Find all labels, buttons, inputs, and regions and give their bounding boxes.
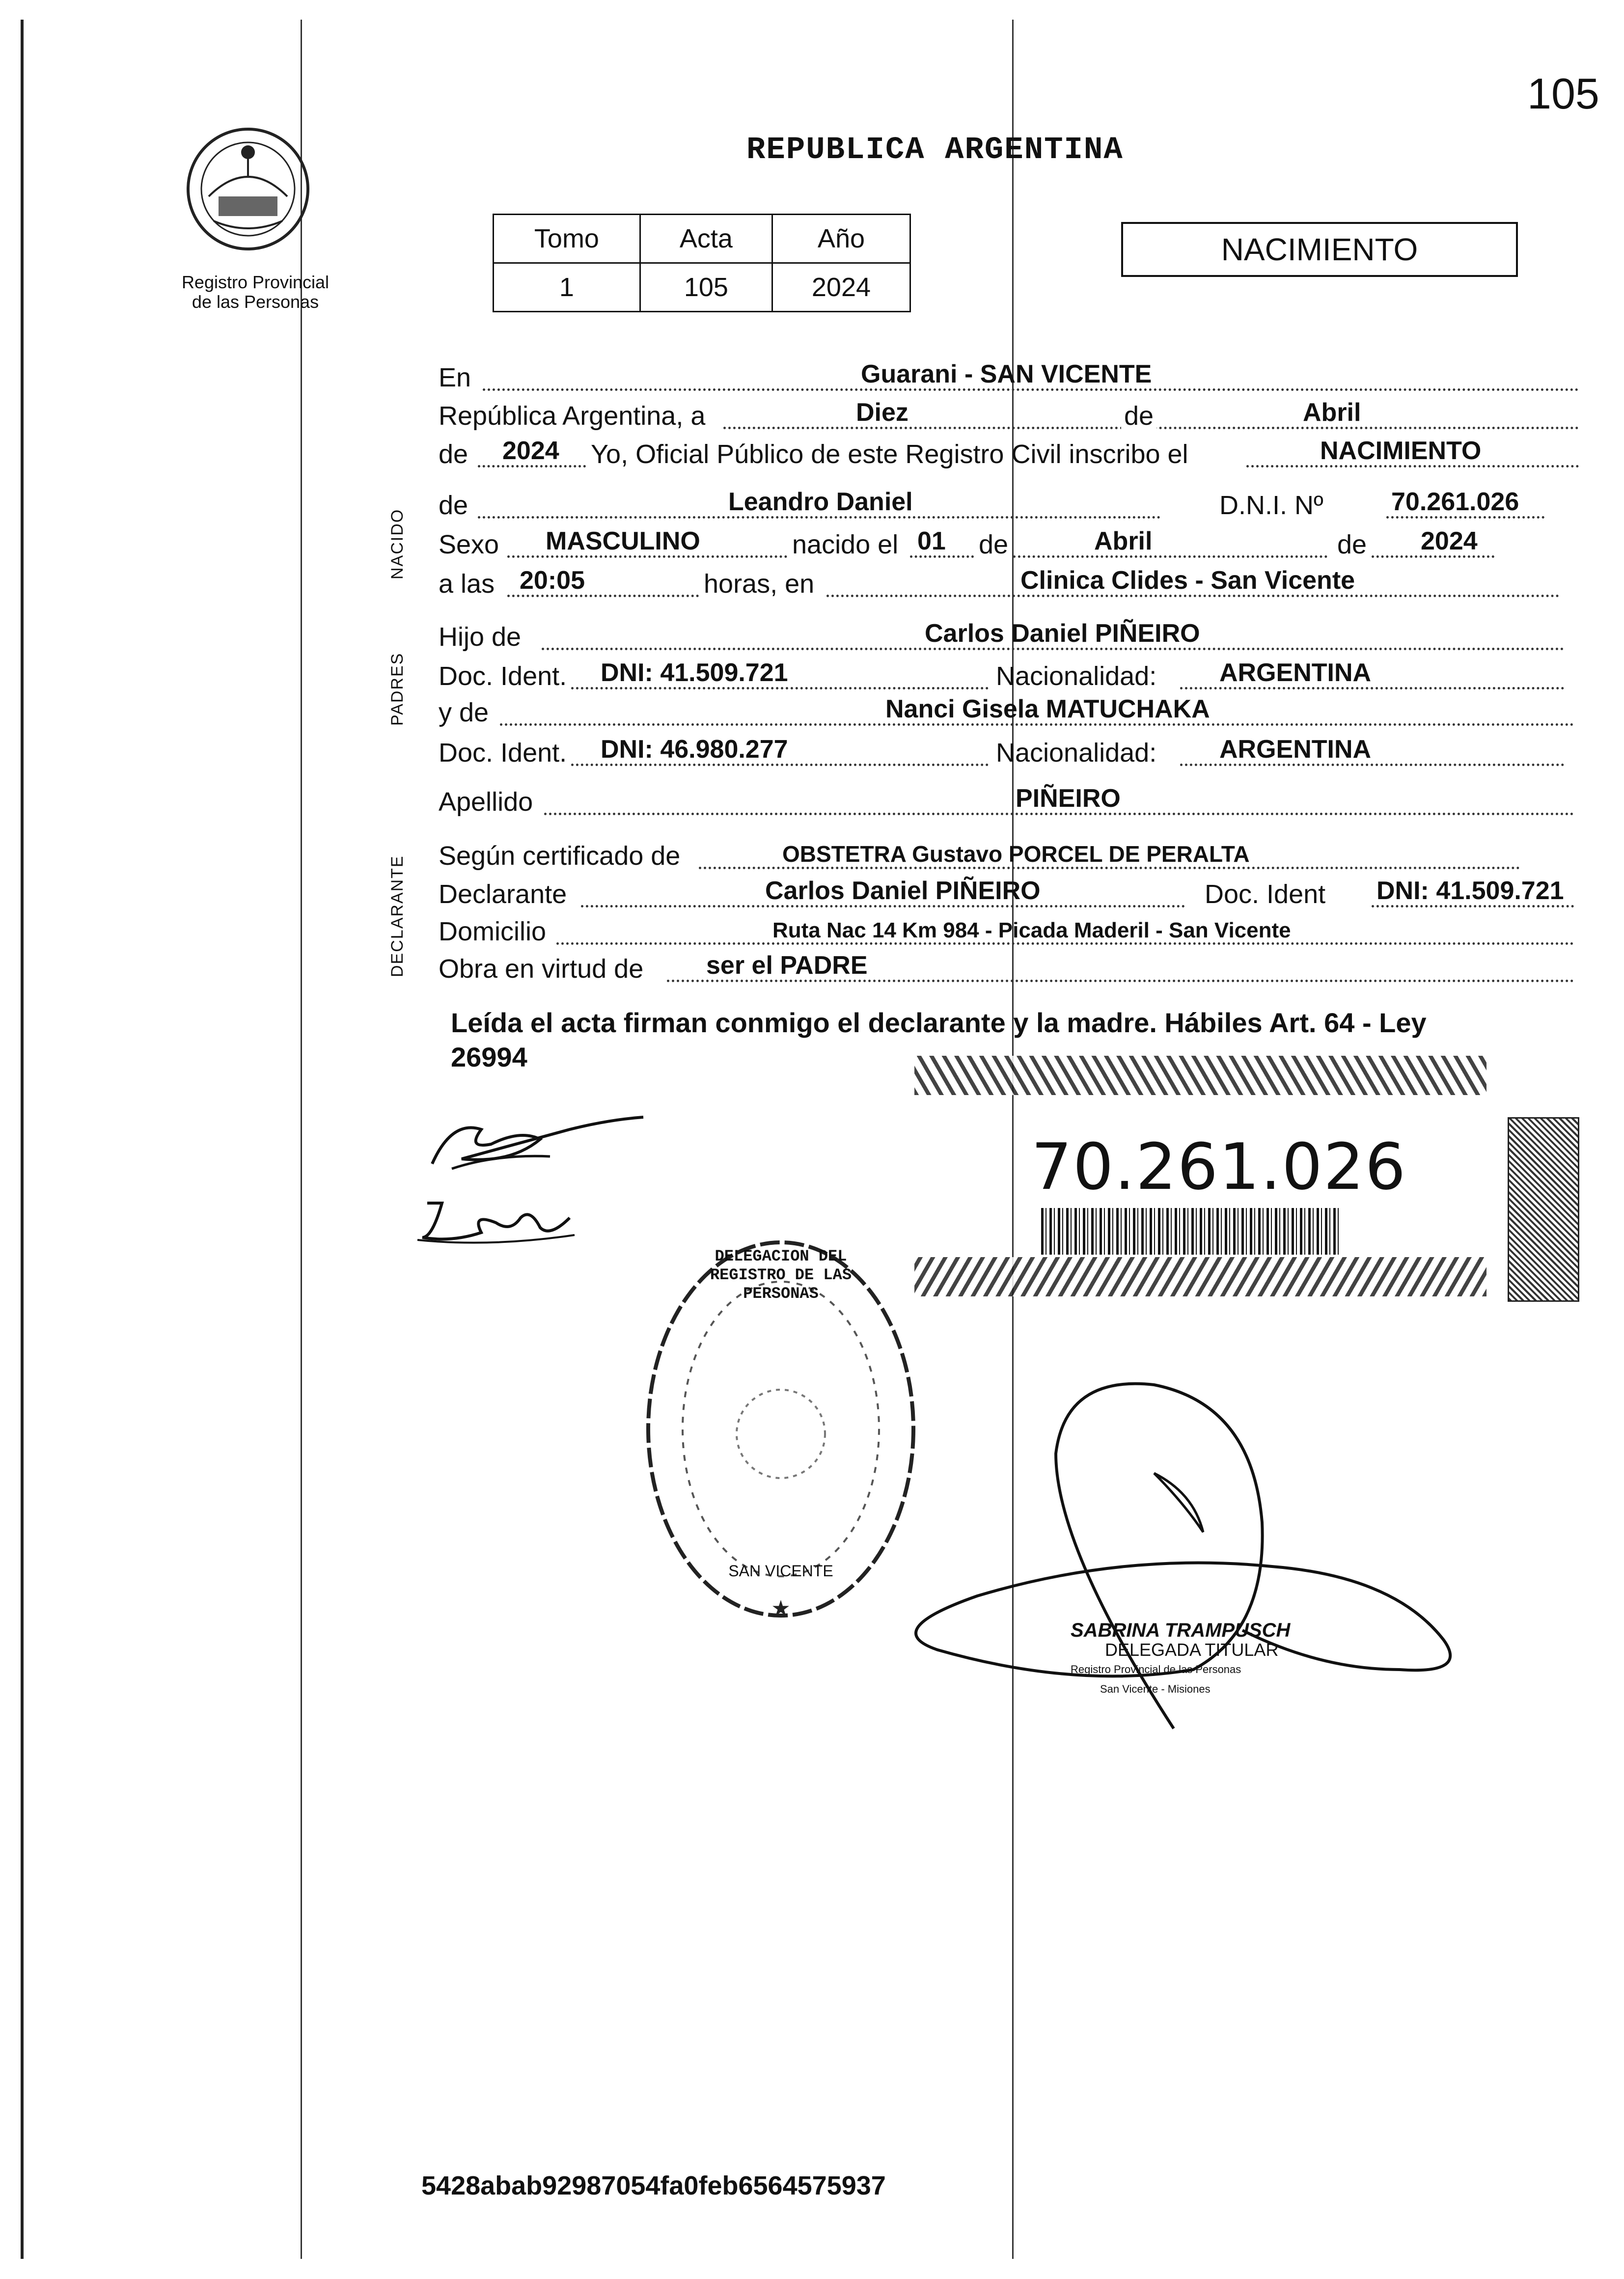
birth-de1: de: [979, 530, 1009, 559]
register-header-tomo: Tomo: [494, 215, 640, 263]
dots: [1013, 555, 1327, 558]
en-label: En: [439, 363, 471, 392]
form-row-republica: [439, 397, 1579, 436]
fold-line-center: [1012, 20, 1014, 2259]
form-row-domicilio: [439, 912, 1579, 952]
declarant-signature: [422, 1110, 648, 1183]
registry-line1: Registro Provincial: [181, 272, 330, 292]
mother-nat: ARGENTINA: [1219, 735, 1372, 764]
day-value: Diez: [856, 398, 908, 427]
form-row-hijo: [439, 618, 1579, 657]
en-value: Guarani - SAN VICENTE: [861, 360, 1152, 388]
doc-ident-label2: Doc. Ident: [1205, 879, 1326, 909]
name-label: de: [439, 491, 468, 520]
form-row-year: [439, 435, 1579, 474]
a-las-label: a las: [439, 569, 495, 599]
yo-text: Yo, Oficial Público de este Registro Civil inscribo el: [591, 439, 1188, 469]
register-header-acta: Acta: [640, 215, 772, 263]
segun-value: OBSTETRA Gustavo PORCEL DE PERALTA: [782, 841, 1250, 867]
form-row-mother: [439, 693, 1579, 733]
form-row-apellido: [439, 783, 1579, 822]
place-value: Clinica Clides - San Vicente: [1020, 566, 1355, 595]
hijo-label: Hijo de: [439, 622, 522, 652]
page-number: 105: [1527, 69, 1599, 118]
seal-emblem-icon: [184, 123, 312, 255]
register-value-acta: 105: [640, 263, 772, 312]
closing-line1: Leída el acta firman conmigo el declarante y la madre. Hábiles Art. 64 - Ley: [451, 1007, 1427, 1038]
document-hash: 5428abab92987054fa0feb6564575937: [421, 2171, 886, 2200]
mother-signature: [413, 1193, 579, 1247]
year-value: 2024: [502, 437, 559, 465]
signature-scribble-icon: [413, 1193, 579, 1247]
signature-scribble-icon: [422, 1110, 648, 1183]
register-value-row: [494, 263, 910, 312]
declarante-doc: DNI: 41.509.721: [1376, 877, 1564, 905]
month-value: Abril: [1303, 398, 1361, 427]
inscribe-value: NACIMIENTO: [1320, 437, 1482, 465]
hologram-block: [1508, 1117, 1579, 1302]
register-header-row: [494, 215, 910, 263]
register-header-ano: Año: [772, 215, 910, 263]
stamp-bottom-text: SAN VICENTE: [728, 1562, 833, 1580]
form-row-father-doc: [439, 657, 1579, 696]
sexo-label: Sexo: [439, 530, 499, 559]
form-row-mother-doc: [439, 734, 1579, 773]
form-row-sexo: [439, 525, 1579, 565]
official-line4: San Vicente - Misiones: [1100, 1683, 1211, 1695]
father-name: Carlos Daniel PIÑEIRO: [925, 619, 1200, 648]
birth-day: 01: [917, 527, 946, 555]
nacionalidad-label-mother: Nacionalidad:: [996, 738, 1157, 768]
official-line3: Registro Provincial de las Personas: [1071, 1663, 1241, 1675]
apellido-value: PIÑEIRO: [1016, 784, 1121, 813]
document-title: REPUBLICA ARGENTINA: [746, 133, 1124, 168]
side-label-padres: PADRES: [388, 652, 407, 726]
form-row-declarante: [439, 875, 1579, 914]
register-value-ano: 2024: [772, 263, 910, 312]
security-number: 70.261.026: [1031, 1129, 1407, 1204]
mother-doc: DNI: 46.980.277: [601, 735, 788, 764]
barcode: [1041, 1208, 1341, 1255]
horas-label: horas, en: [704, 569, 815, 599]
declarante-value: Carlos Daniel PIÑEIRO: [765, 877, 1041, 905]
father-doc: DNI: 41.509.721: [601, 659, 788, 687]
declarante-label: Declarante: [439, 879, 567, 909]
provincial-seal: [184, 123, 312, 255]
birth-de2: de: [1337, 530, 1367, 559]
birth-year: 2024: [1421, 527, 1478, 555]
form-row-segun: [439, 837, 1579, 876]
republica-label: República Argentina, a: [439, 401, 706, 431]
stamp-text: DELEGACION DEL REGISTRO DE LAS PERSONAS: [710, 1247, 852, 1303]
official-name: SABRINA TRAMPUSCH: [1071, 1620, 1291, 1641]
form-row-time: [439, 565, 1579, 604]
y-de-label: y de: [439, 698, 489, 727]
year-prefix: de: [439, 439, 468, 469]
domicilio-label: Domicilio: [439, 917, 547, 946]
birth-month: Abril: [1094, 527, 1153, 555]
act-type-box: NACIMIENTO: [1121, 222, 1518, 277]
dni-label: D.N.I. Nº: [1219, 491, 1323, 520]
registry-name: [167, 273, 344, 312]
registry-line2: de las Personas: [192, 292, 319, 312]
side-label-declarante: DECLARANTE: [388, 855, 407, 977]
form-row-en: [439, 358, 1579, 398]
security-pattern-bottom: [914, 1257, 1486, 1296]
domicilio-value: Ruta Nac 14 Km 984 - Picada Maderil - San Vicente: [772, 918, 1291, 942]
segun-label: Según certificado de: [439, 841, 681, 871]
father-nat: ARGENTINA: [1219, 659, 1372, 687]
security-pattern-top: [914, 1056, 1486, 1095]
mother-name: Nanci Gisela MATUCHAKA: [885, 695, 1210, 723]
doc-ident-label-mother: Doc. Ident.: [439, 738, 567, 768]
obra-label: Obra en virtud de: [439, 954, 644, 984]
nacido-label: nacido el: [792, 530, 899, 559]
doc-ident-label: Doc. Ident.: [439, 661, 567, 691]
nacionalidad-label: Nacionalidad:: [996, 661, 1157, 691]
side-label-nacido: NACIDO: [388, 508, 407, 579]
form-row-obra: [439, 950, 1579, 989]
apellido-label: Apellido: [439, 787, 533, 817]
closing-line2: 26994: [451, 1042, 527, 1072]
svg-text:★: ★: [771, 1596, 791, 1621]
form-row-name: [439, 486, 1579, 525]
register-table: [493, 214, 911, 312]
official-title: DELEGADA TITULAR: [1105, 1640, 1279, 1660]
sexo-value: MASCULINO: [546, 527, 700, 555]
dni-value: 70.261.026: [1391, 488, 1519, 516]
de-label: de: [1121, 401, 1156, 431]
fold-line-left: [301, 20, 302, 2259]
official-signature-stamp: [1071, 1620, 1365, 1699]
scan-left-edge: [21, 20, 24, 2259]
obra-value: ser el PADRE: [706, 951, 868, 980]
register-value-tomo: 1: [494, 263, 640, 312]
time-value: 20:05: [520, 566, 585, 595]
name-value: Leandro Daniel: [728, 488, 913, 516]
